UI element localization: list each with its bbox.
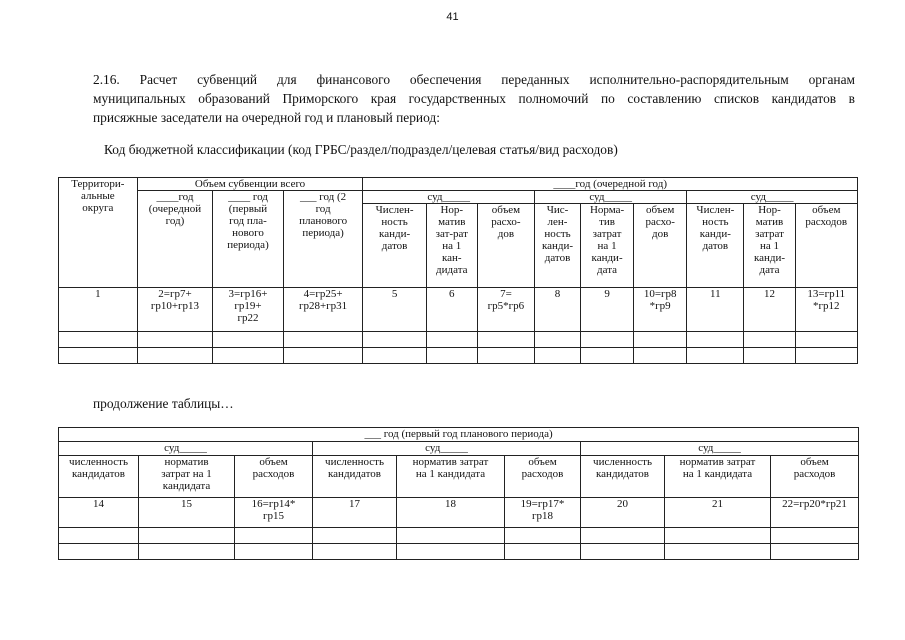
heading-line: присяжные заседатели на очередной год и плановый период: [93,110,440,125]
header-volume-current-year: ____год (очередной год) [137,191,213,288]
index-cell: 19=гр17* гр18 [505,498,581,528]
index-cell: 2=гр7+ гр10+гр13 [137,288,213,332]
subvention-table-current-year [58,177,858,364]
header-court-1: суд_____ [363,191,535,204]
header-court-1: суд_____ [59,442,313,456]
header-expense-volume: объем расходов [505,456,581,498]
table-continuation-label: продолжение таблицы… [93,396,234,411]
index-cell: 18 [397,498,505,528]
index-cell: 6 [426,288,477,332]
index-cell: 12 [744,288,795,332]
index-cell: 10=гр8 *гр9 [634,288,687,332]
index-cell: 9 [581,288,634,332]
table-row [59,348,858,364]
header-cost-norm: Нор- матив зат-рат на 1 кан- дидата [426,204,477,288]
header-expense-volume: объем расхо- дов [477,204,534,288]
index-cell: 16=гр14* гр15 [235,498,313,528]
index-cell: 17 [313,498,397,528]
header-candidates-count: Чис- лен- ность канди- датов [535,204,581,288]
index-cell: 4=гр25+ гр28+гр31 [283,288,363,332]
header-cost-norm: норматив затрат на 1 кандидата [665,456,771,498]
header-volume-second-plan-year: ___ год (2 год планового периода) [283,191,363,288]
header-territory: Территори- альные округа [59,178,138,288]
index-cell: 22=гр20*гр21 [771,498,859,528]
index-cell: 20 [581,498,665,528]
index-cell: 14 [59,498,139,528]
table-row [59,332,858,348]
index-cell: 8 [535,288,581,332]
index-cell: 15 [139,498,235,528]
index-cell: 5 [363,288,426,332]
header-expense-volume: объем расхо- дов [634,204,687,288]
index-cell: 7= гр5*гр6 [477,288,534,332]
header-expense-volume: объем расходов [235,456,313,498]
index-cell: 13=гр11 *гр12 [795,288,857,332]
header-cost-norm: Норма- тив затрат на 1 канди- дата [581,204,634,288]
index-cell: 3=гр16+ гр19+ гр22 [213,288,283,332]
table-row [59,544,859,560]
heading-line: муниципальных образований Приморского края государственных полномочий по составлению списков кандидатов в [93,91,855,106]
header-cost-norm: норматив затрат на 1 кандидата [397,456,505,498]
header-cost-norm: норматив затрат на 1 кандидата [139,456,235,498]
column-index-row [59,288,858,332]
page-number: 41 [446,11,459,23]
header-court-3: суд_____ [581,442,859,456]
index-cell: 11 [687,288,744,332]
column-index-row [59,498,859,528]
heading-line: 2.16. Расчет субвенций для финансового обеспечения переданных исполнительно-распорядительным органам [93,72,855,87]
header-court-3: суд_____ [687,191,858,204]
section-heading [93,70,855,127]
header-court-2: суд_____ [535,191,687,204]
header-volume-total: Объем субвенции всего [137,178,363,191]
index-cell: 1 [59,288,138,332]
header-candidates-count: численность кандидатов [313,456,397,498]
header-expense-volume: объем расходов [771,456,859,498]
index-cell: 21 [665,498,771,528]
header-candidates-count: численность кандидатов [581,456,665,498]
header-candidates-count: Числен- ность канди- датов [687,204,744,288]
header-candidates-count: Числен- ность канди- датов [363,204,426,288]
header-expense-volume: объем расходов [795,204,857,288]
budget-classification-code-label: Код бюджетной классификации (код ГРБС/раздел/подраздел/целевая статья/вид расходов) [104,142,618,157]
subvention-table-first-plan-year [58,427,859,560]
header-cost-norm: Нор- матив затрат на 1 канди- дата [744,204,795,288]
header-first-plan-year: ___ год (первый год планового периода) [59,428,859,442]
header-current-year: ____год (очередной год) [363,178,858,191]
header-court-2: суд_____ [313,442,581,456]
header-volume-first-plan-year: ____ год (первый год пла- нового периода) [213,191,283,288]
table-row [59,528,859,544]
header-candidates-count: численность кандидатов [59,456,139,498]
